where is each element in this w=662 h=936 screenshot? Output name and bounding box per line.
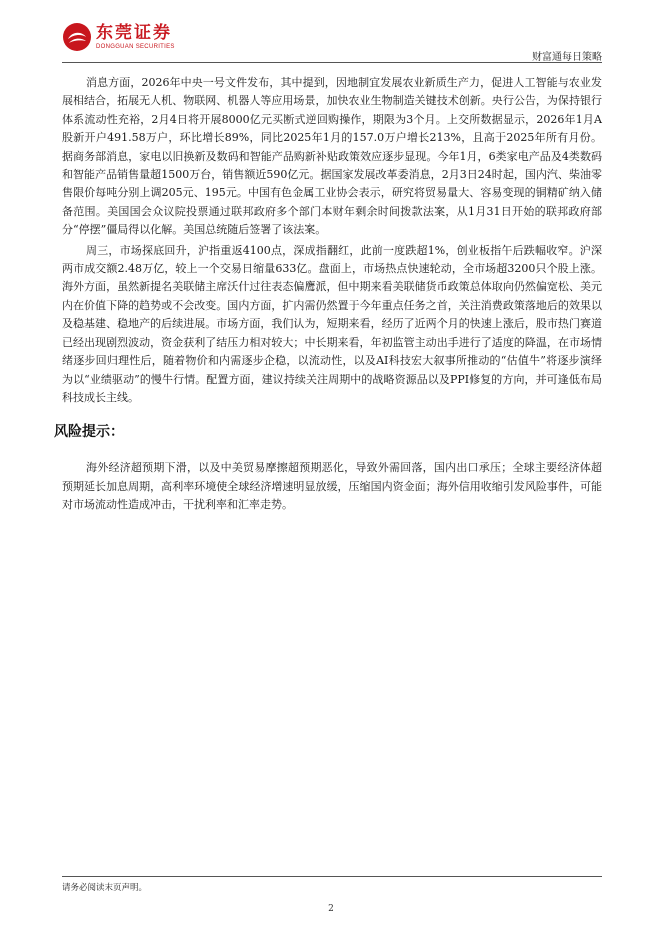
logo-text bbox=[96, 24, 175, 51]
header-divider bbox=[62, 62, 602, 63]
footer-divider bbox=[62, 876, 602, 877]
risk-section-title: 风险提示： bbox=[54, 424, 124, 441]
logo-english-name: DONGGUAN SECURITIES bbox=[96, 43, 175, 50]
dongguan-securities-logo-icon bbox=[62, 22, 92, 52]
report-type-label: 财富通每日策略 bbox=[532, 52, 602, 63]
logo-chinese-name: 东莞证券 bbox=[96, 22, 172, 43]
news-paragraph: 消息方面，2026年中央一号文件发布，其中提到，因地制宜发展农业新质生产力，促进人工智能与农业发展相结合，拓展无人机、物联网、机器人等应用场景，加快农业生物制造关键技术创新。央行公告，为保持银行体系流动性充裕，2月4日将开展8000亿元买断式逆回购操作，期限为3个月。上交所数据显示，2026年1月A股新开户491.58万户，环比增长89%，同比2025年1月的157.0万户增长213%，且高于2025年所有月份。据商务部消息，家电以旧换新及数码和智能产品购新补贴政策效应逐步显现。今年1月，6类家电产品及4类数码和智能产品销售量超1500万台，销售额近590亿元。据国家发展改革委消息，2月3日24时起，国内汽、柴油零售限价每吨分别上调205元、195元。中国有色金属工业协会表示，研究将贸易量大、容易变现的铜精矿纳入储备范围。美国国会众议院投票通过联邦政府多个部门本财年剩余时间拨款法案，从1月31日开始的联邦政府部分“停摆”僵局得以化解。美国总统随后签署了该法案。 bbox=[62, 76, 602, 237]
company-logo bbox=[62, 22, 175, 52]
page-header bbox=[62, 22, 602, 64]
disclaimer-note: 请务必阅读末页声明。 bbox=[62, 883, 148, 893]
market-commentary-paragraph: 周三，市场探底回升，沪指重返4100点，深成指翻红，此前一度跌超1%，创业板指午后跌幅收窄。沪深两市成交额2.48万亿，较上一个交易日缩量633亿。盘面上，市场热点快速轮动，全市场超3200只个股上涨。海外方面，虽然新提名美联储主席沃什过往表态偏鹰派，但中期来看美联储货币政策总体取向仍然偏宽松、美元内在价值下降的趋势或不会改变。国内方面，扩内需仍然置于今年重点任务之首，关注消费政策落地后的效果以及稳基建、稳地产的后续进展。市场方面，我们认为，短期来看，经历了近两个月的快速上涨后，股市热门赛道已经出现剧烈波动，资金获利了结压力相对较大；中长期来看，年初监管主动出手进行了适度的降温，在市场情绪逐步回归理性后，随着物价和内需逐步企稳，以流动性，以及AI科技宏大叙事所推动的“估值牛”将逐步演绎为以“业绩驱动”的慢牛行情。配置方面，建议持续关注周期中的战略资源品以及PPI修复的方向，并可逢低布局科技成长主线。 bbox=[62, 243, 602, 404]
page-content bbox=[54, 74, 602, 515]
page-number: 2 bbox=[328, 904, 334, 914]
risk-paragraph: 海外经济超预期下滑，以及中美贸易摩擦超预期恶化，导致外需回落，国内出口承压；全球主要经济体超预期延长加息周期，高利率环境使全球经济增速明显放缓，压缩国内资金面；海外信用收缩引发风险事件，可能对市场流动性造成冲击，干扰利率和汇率走势。 bbox=[62, 461, 602, 512]
